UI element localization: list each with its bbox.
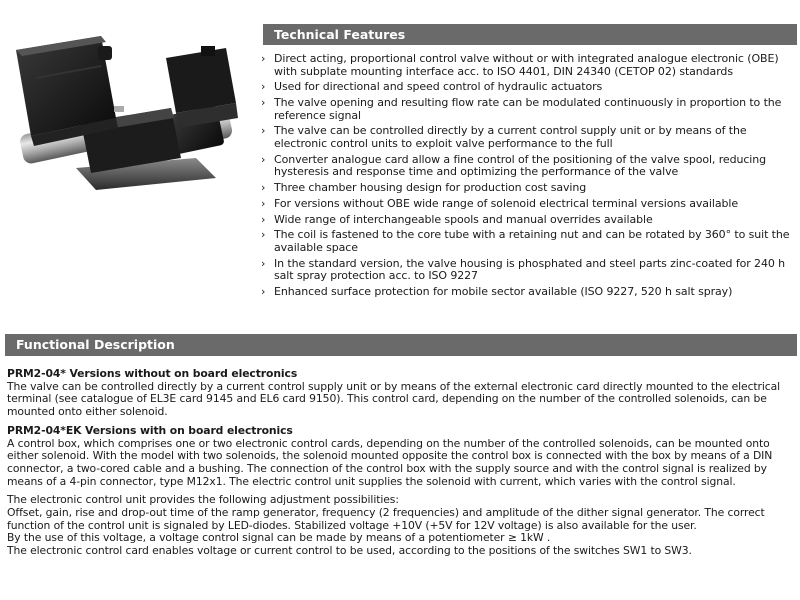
feature-item: › The valve can be controlled directly by a current control supply unit or by means of the electronic control units to exploit valve performance to the full <box>261 124 747 150</box>
subsection-title: PRM2-04*EK Versions with on board electronics <box>7 423 293 437</box>
paragraph: A control box, which comprises one or two electronic control cards, depending on the number of the controlled solenoids, can be mounted onto either solenoid. With the model with two solenoids, the solenoid mounted opposite the control box is connected with the box by means of a DIN connector, a two-cored cable and a bushing. The connection of the control box with the supply source and with the control signal is realized by means of a 4-pin connector, type M12x1. The electric control unit supplies the solenoid with current, which varies with the control signal. <box>7 436 773 488</box>
bullet-icon: › <box>261 196 266 210</box>
technical-features-header: Technical Features <box>263 24 797 45</box>
bullet-icon: › <box>261 80 266 94</box>
feature-item: › The valve opening and resulting flow rate can be modulated continuously in proportion to the reference signal <box>261 96 782 122</box>
technical-features-list <box>261 53 797 302</box>
feature-item: › Wide range of interchangeable spools and manual overrides available <box>261 212 653 226</box>
feature-item: › For versions without OBE wide range of solenoid electrical terminal versions available <box>261 196 738 210</box>
paragraph: By the use of this voltage, a voltage control signal can be made by means of a potentiometer ≥ 1kW . <box>7 531 551 545</box>
bullet-icon: › <box>261 256 266 270</box>
feature-item: › Direct acting, proportional control valve without or with integrated analogue electronic (OBE) with subplate mounting interface acc. to ISO 4401, DIN 24340 (CETOP 02) standards <box>261 52 779 78</box>
bullet-icon: › <box>261 228 266 242</box>
feature-item: › Three chamber housing design for production cost saving <box>261 180 587 194</box>
paragraph: The electronic control unit provides the following adjustment possibilities: <box>7 493 399 507</box>
feature-item: › Converter analogue card allow a fine control of the positioning of the valve spool, reducing hysteresis and response time and optimizing the performance of the valve <box>261 152 766 179</box>
bullet-icon: › <box>261 284 266 298</box>
feature-item: › In the standard version, the valve housing is phosphated and steel parts zinc-coated for 240 h salt spray protection acc. to ISO 9227 <box>261 256 786 283</box>
paragraph: The valve can be controlled directly by a current control supply unit or by means of the external electronic card directly mounted to the electrical terminal (see catalogue of EL3E card 9145 and EL6 card 9150). This control card, depending on the number of the controlled solenoids, can be mounted onto either solenoid. <box>7 379 781 419</box>
functional-description-header: Functional Description <box>5 334 797 356</box>
bullet-icon: › <box>261 212 266 226</box>
bullet-icon: › <box>261 96 266 110</box>
bullet-icon: › <box>261 124 266 138</box>
paragraph: The electronic control card enables voltage or current control to be used, according to the positions of the switches SW1 to SW3. <box>7 544 692 558</box>
feature-item: › Enhanced surface protection for mobile sector available (ISO 9227, 520 h salt spray) <box>261 284 733 298</box>
paragraph: Offset, gain, rise and drop-out time of the ramp generator, frequency (2 frequencies) and amplitude of the dither signal generator. The correct function of the control unit is signaled by LED-diodes. Stabilized voltage +10V (+5V for 12V voltage) is also available for the user. <box>7 506 765 532</box>
feature-item: › Used for directional and speed control of hydraulic actuators <box>261 80 603 94</box>
functional-description-body <box>7 368 795 558</box>
bullet-icon: › <box>261 180 266 194</box>
valve-product-image <box>6 18 246 190</box>
subsection-title: PRM2-04* Versions without on board electronics <box>7 367 298 380</box>
bullet-icon: › <box>261 152 266 166</box>
bullet-icon: › <box>261 52 266 65</box>
feature-item: › The coil is fastened to the core tube with a retaining nut and can be rotated by 360° to suit the available space <box>261 228 790 254</box>
